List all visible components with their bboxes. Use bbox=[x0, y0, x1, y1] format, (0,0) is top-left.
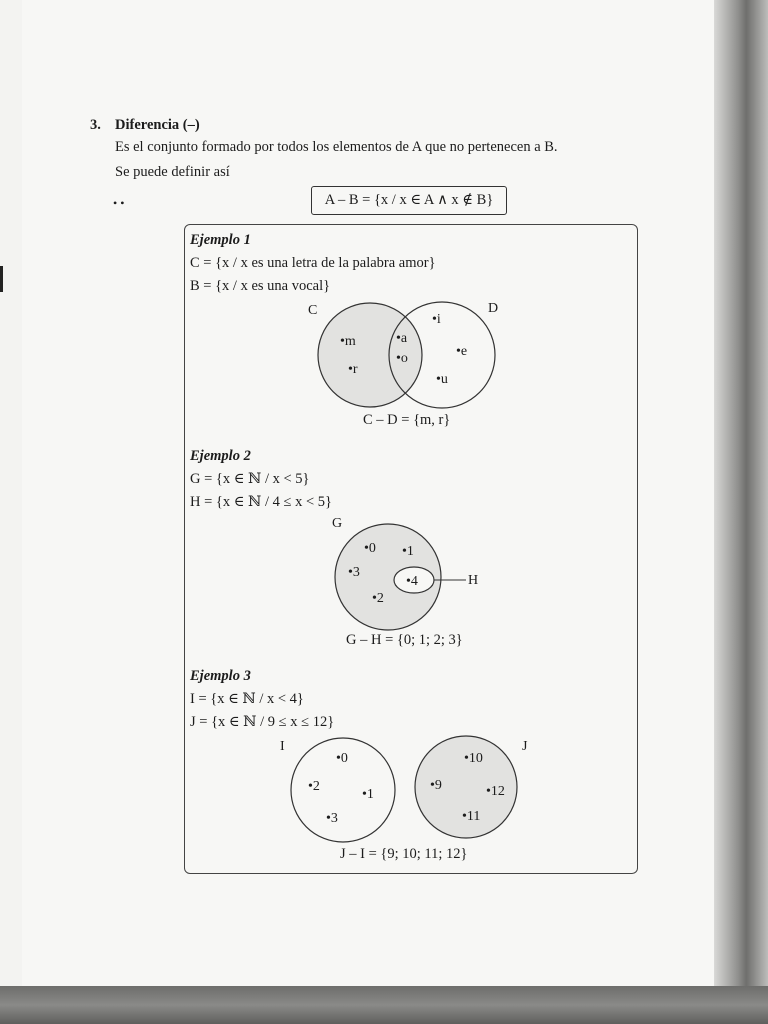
example-2-result: G – H = {0; 1; 2; 3} bbox=[346, 632, 463, 648]
element-4: •4 bbox=[406, 574, 418, 589]
margin-mark bbox=[0, 266, 3, 292]
element-j-12: •12 bbox=[486, 784, 505, 799]
venn-diagram-3 bbox=[276, 732, 540, 844]
element-3: •3 bbox=[348, 565, 360, 580]
definition-intro: Se puede definir así bbox=[115, 164, 230, 180]
scan-edge bbox=[0, 986, 768, 1024]
element-r: •r bbox=[348, 362, 358, 377]
example-1-title: Ejemplo 1 bbox=[190, 232, 251, 248]
example-2-def-g: G = {x ∈ ℕ / x < 5} bbox=[190, 471, 310, 487]
set-i-label: I bbox=[280, 739, 285, 754]
element-i-1: •1 bbox=[362, 787, 374, 802]
venn-diagram-1 bbox=[296, 298, 516, 410]
example-1-def-b: B = {x / x es una vocal} bbox=[190, 278, 331, 294]
example-1-result: C – D = {m, r} bbox=[363, 412, 451, 428]
section-title: Diferencia (–) bbox=[115, 117, 200, 133]
element-j-10: •10 bbox=[464, 751, 483, 766]
example-3-def-j: J = {x ∈ ℕ / 9 ≤ x ≤ 12} bbox=[190, 714, 335, 730]
element-i: •i bbox=[432, 312, 441, 327]
example-3-def-i: I = {x ∈ ℕ / x < 4} bbox=[190, 691, 304, 707]
set-d-label: D bbox=[488, 301, 499, 316]
definition-text: Es el conjunto formado por todos los elementos de A que no pertenecen a B. bbox=[115, 139, 558, 155]
element-i-3: •3 bbox=[326, 811, 338, 826]
element-j-11: •11 bbox=[462, 809, 481, 824]
example-2-def-h: H = {x ∈ ℕ / 4 ≤ x < 5} bbox=[190, 494, 332, 510]
element-a: •a bbox=[396, 331, 408, 346]
element-u: •u bbox=[436, 372, 448, 387]
element-0: •0 bbox=[364, 541, 376, 556]
binding-shadow bbox=[714, 0, 768, 1024]
element-2: •2 bbox=[372, 591, 384, 606]
element-e: •e bbox=[456, 344, 468, 359]
stray-dots: • • bbox=[113, 196, 125, 210]
set-c-label: C bbox=[308, 303, 318, 318]
formula-box: A – B = {x / x ∈ A ∧ x ∉ B} bbox=[311, 186, 507, 215]
venn-diagram-2 bbox=[320, 512, 500, 632]
example-3-title: Ejemplo 3 bbox=[190, 668, 251, 684]
section-number: 3. bbox=[90, 117, 101, 133]
element-o: •o bbox=[396, 351, 408, 366]
set-h-label: H bbox=[468, 573, 479, 588]
example-1-def-c: C = {x / x es una letra de la palabra amor} bbox=[190, 255, 436, 271]
element-i-2: •2 bbox=[308, 779, 320, 794]
set-j-label: J bbox=[522, 739, 528, 754]
element-m: •m bbox=[340, 334, 356, 349]
element-1: •1 bbox=[402, 544, 414, 559]
element-i-0: •0 bbox=[336, 751, 348, 766]
set-g-label: G bbox=[332, 516, 343, 531]
example-2-title: Ejemplo 2 bbox=[190, 448, 251, 464]
example-3-result: J – I = {9; 10; 11; 12} bbox=[340, 846, 468, 862]
element-j-9: •9 bbox=[430, 778, 442, 793]
